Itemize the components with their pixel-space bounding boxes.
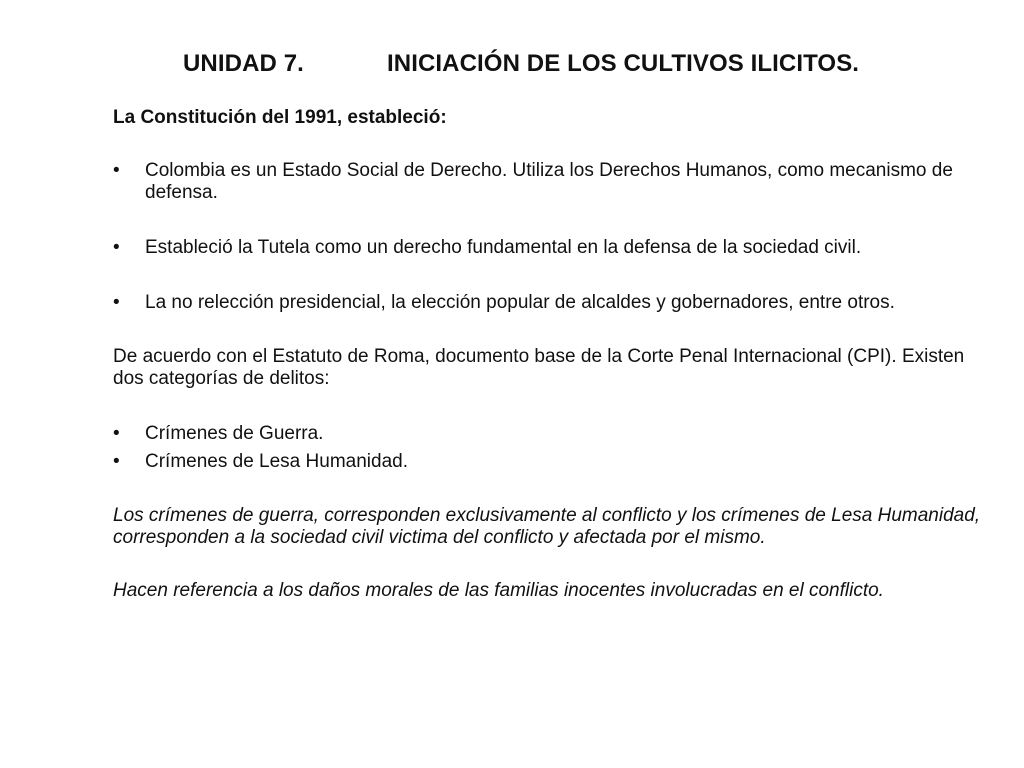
bullet-icon: • — [113, 160, 120, 181]
bullet-item — [113, 292, 993, 314]
bullet-text: Colombia es un Estado Social de Derecho. Utiliza los Derechos Humanos, como mecanismo de defensa. — [145, 160, 953, 203]
title-text: INICIACIÓN DE LOS CULTIVOS ILICITOS. — [387, 50, 860, 77]
bullet-text: Crímenes de Guerra. — [145, 423, 324, 444]
title-unit: UNIDAD 7. — [183, 50, 304, 77]
bullet-item — [113, 160, 993, 204]
slide-title — [183, 50, 983, 78]
bullet-icon: • — [113, 292, 120, 313]
italic-paragraph: Hacen referencia a los daños morales de las familias inocentes involucradas en el conflicto. — [113, 580, 884, 601]
bullet-text: Crímenes de Lesa Humanidad. — [145, 451, 408, 472]
bullet-icon: • — [113, 237, 120, 258]
italic-paragraph: Los crímenes de guerra, corresponden exclusivamente al conflicto y los crímenes de Lesa Humanidad, corresponden a la sociedad civil victima del conflicto y afectada por el mismo. — [113, 505, 981, 548]
bullet-item — [113, 237, 993, 259]
bullet-text: Estableció la Tutela como un derecho fundamental en la defensa de la sociedad civil. — [145, 237, 862, 258]
bullet-item — [113, 451, 993, 473]
bullet-item — [113, 423, 993, 445]
paragraph-roma: De acuerdo con el Estatuto de Roma, documento base de la Corte Penal Internacional (CPI). Existen dos categorías de delitos: — [113, 346, 965, 389]
bullet-icon: • — [113, 423, 120, 444]
subheading: La Constitución del 1991, estableció: — [113, 107, 447, 128]
bullet-text: La no relección presidencial, la elección popular de alcaldes y gobernadores, entre otros. — [145, 292, 895, 313]
bullet-icon: • — [113, 451, 120, 472]
